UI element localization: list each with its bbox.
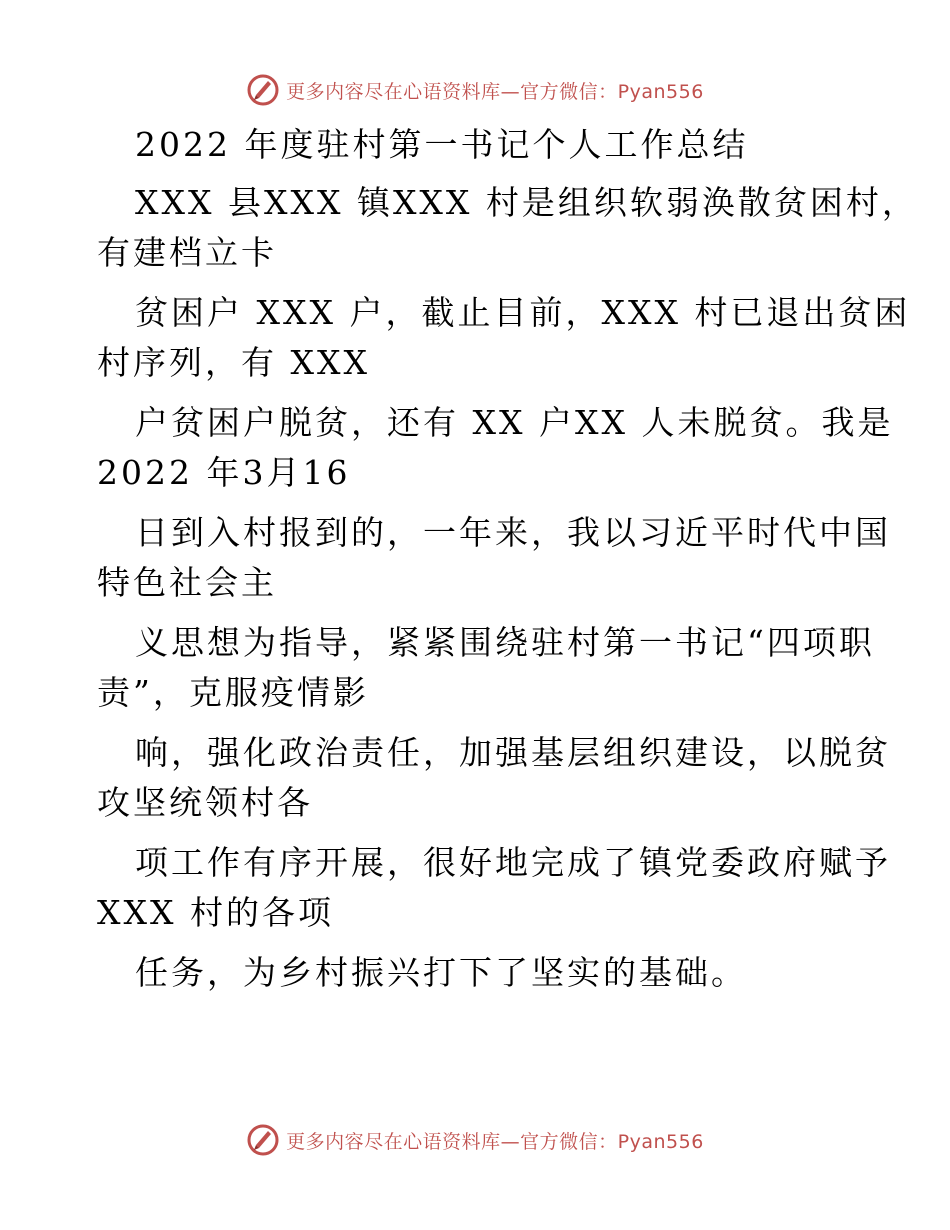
paragraph-line: 贫困户 XXX 户，截止目前，XXX 村已退出贫困 xyxy=(135,293,911,332)
paragraph-line: 义思想为指导，紧紧围绕驻村第一书记“四项职 xyxy=(135,623,875,662)
logo-icon xyxy=(246,73,280,107)
logo-icon xyxy=(246,1123,280,1157)
paragraph-line: 任务，为乡村振兴打下了坚实的基础。 xyxy=(135,953,747,992)
paragraph-line: 攻坚统领村各 xyxy=(97,783,313,822)
header-watermark-text: 更多内容尽在心语资料库—官方微信：Pyan556 xyxy=(286,80,704,103)
footer-watermark xyxy=(0,1120,950,1160)
paragraph-line: XXX 村的各项 xyxy=(97,893,334,932)
paragraph-line: 村序列，有 XXX xyxy=(97,343,370,382)
paragraph-line: 责”，克服疫情影 xyxy=(97,673,369,712)
document-title: 2022 年度驻村第一书记个人工作总结 xyxy=(135,125,749,164)
paragraph-line: 户贫困户脱贫，还有 XX 户XX 人未脱贫。我是 xyxy=(135,403,894,442)
paragraph-line: 日到入村报到的，一年来，我以习近平时代中国 xyxy=(135,513,891,552)
paragraph-line: 特色社会主 xyxy=(97,563,277,602)
footer-watermark-text: 更多内容尽在心语资料库—官方微信：Pyan556 xyxy=(286,1130,704,1153)
document-body xyxy=(97,120,918,998)
paragraph-line: XXX 县XXX 镇XXX 村是组织软弱涣散贫困村， xyxy=(135,183,918,222)
paragraph-line: 项工作有序开展，很好地完成了镇党委政府赋予 xyxy=(135,843,891,882)
paragraph-line: 有建档立卡 xyxy=(97,233,277,272)
paragraph-line: 响，强化政治责任，加强基层组织建设，以脱贫 xyxy=(135,733,891,772)
header-watermark xyxy=(0,70,950,110)
paragraph-line: 2022 年3月16 xyxy=(97,453,351,492)
